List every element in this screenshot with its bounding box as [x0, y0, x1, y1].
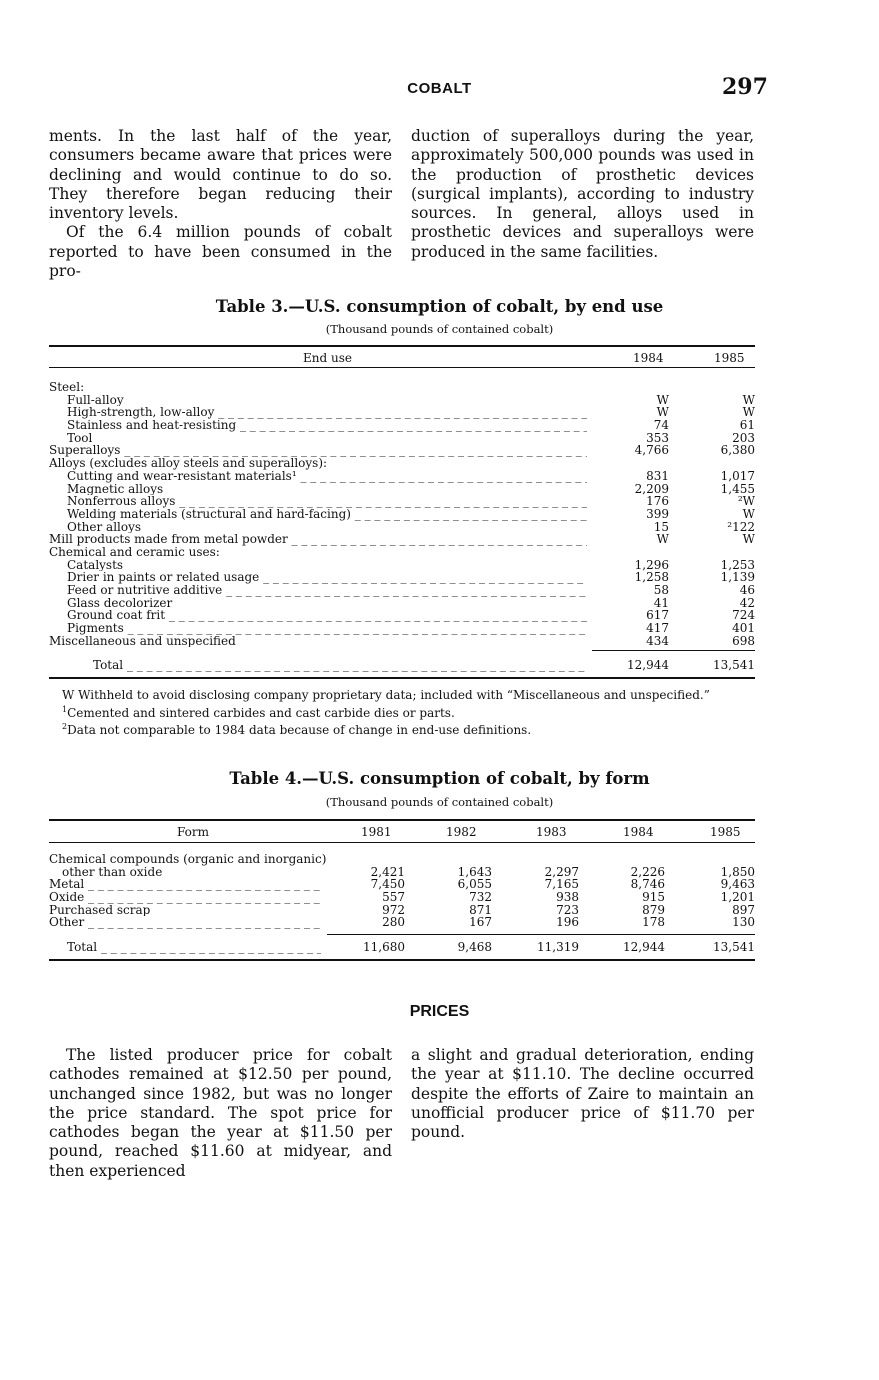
prices-left-column — [49, 1046, 392, 1181]
footnote-1: $^1$Cemented and sintered carbides and cast carbide dies or parts. — [62, 704, 455, 720]
section-heading-prices: PRICES — [409, 1003, 470, 1020]
table-row: Magnetic alloys _ _ _ 2,209 1,455 — [49, 483, 755, 496]
table-row: Chemical compounds (organic and inorganic) — [49, 853, 327, 866]
table4-body — [49, 853, 755, 929]
table-row: Total _ _ _ 12,944 13,541 — [49, 659, 755, 672]
table4-sum-rule — [327, 934, 755, 935]
table-row: High-strength, low-alloy _ _ _ W W — [49, 406, 755, 419]
table-row: Alloys (excludes alloy steels and superalloys): — [49, 457, 328, 470]
table4-header-form: Form — [177, 825, 210, 839]
intro-left-column — [49, 127, 392, 281]
table-row: Steel: — [49, 381, 85, 394]
table-row: Full-alloy _ _ _ W W — [49, 394, 755, 407]
table-row: other than oxide _ _ _ 2,421 1,643 2,297 2,226 1,850 — [49, 866, 755, 879]
table4-header-1983: 1983 — [536, 825, 567, 839]
table3-top-rule — [49, 345, 755, 347]
table4-bottom-rule — [49, 959, 755, 961]
table-row: Superalloys _ _ _ 4,766 6,380 — [49, 444, 755, 457]
table-row: Ground coat frit _ _ _ 617 724 — [49, 609, 755, 622]
table3-bottom-rule — [49, 677, 755, 679]
table3-title: Table 3.—U.S. consumption of cobalt, by end use — [215, 297, 664, 316]
table-row: Cutting and wear-resistant materials¹ _ _ _ 831 1,017 — [49, 470, 755, 483]
table-row: Glass decolorizer _ _ _ 41 42 — [49, 597, 755, 610]
page-number: 297 — [722, 74, 768, 100]
table4-header-1981: 1981 — [361, 825, 392, 839]
table-row: Mill products made from metal powder _ _ _ W W — [49, 533, 755, 546]
table4-title: Table 4.—U.S. consumption of cobalt, by form — [229, 769, 650, 788]
table-row: Purchased scrap _ _ _ 972 871 723 879 897 — [49, 904, 755, 917]
table-row: Feed or nutritive additive _ _ _ 58 46 — [49, 584, 755, 597]
table-row: Metal _ _ _ 7,450 6,055 7,165 8,746 9,463 — [49, 878, 755, 891]
table-row: Catalysts _ _ _ 1,296 1,253 — [49, 559, 755, 572]
table4-header-1982: 1982 — [446, 825, 477, 839]
intro-right-column — [411, 127, 754, 262]
prices-left-paragraph: The listed producer price for cobalt cathodes remained at $12.50 per pound, unchanged since 1982, but was no longer the price standard. The spot price for cathodes began the year at $11.50 per pound, reached $11.60 at midyear, and then experienced — [49, 1046, 392, 1180]
table3-body — [49, 381, 755, 647]
table3-header-1985: 1985 — [714, 351, 745, 365]
table-row: Pigments _ _ _ 417 401 — [49, 622, 755, 635]
footnote-2: $^2$Data not comparable to 1984 data because of change in end-use definitions. — [62, 722, 532, 737]
table-row: Chemical and ceramic uses: — [49, 545, 220, 559]
running-title: COBALT — [407, 80, 472, 97]
table-row: Other alloys _ _ _ 15 ²122 — [49, 521, 755, 534]
table-row: Total _ _ _ 11,680 9,468 11,319 12,944 13,541 — [49, 941, 755, 954]
table4-total — [49, 941, 755, 954]
table3-subtitle: (Thousand pounds of contained cobalt) — [325, 322, 554, 336]
intro-right-paragraph: duction of superalloys during the year, approximately 500,000 pounds was used in the production of prosthetic devices (surgical implants), according to industry sources. In general, alloys used in prosthetic devices and superalloys were produced in the same facilities. — [411, 127, 754, 261]
table-row: Miscellaneous and unspecified _ _ _ 434 698 — [49, 635, 755, 648]
prices-right-paragraph: a slight and gradual deterioration, ending the year at $11.10. The decline occurred despite the efforts of Zaire to maintain an unofficial producer price of $11.70 per pound. — [411, 1046, 754, 1142]
table-row: Other _ _ _ 280 167 196 178 130 — [49, 916, 755, 929]
intro-left-paragraph-2: Of the 6.4 million pounds of cobalt reported to have been consumed in the pro- — [49, 223, 392, 281]
table4-subtitle: (Thousand pounds of contained cobalt) — [325, 795, 554, 809]
table-row: Oxide _ _ _ 557 732 938 915 1,201 — [49, 891, 755, 904]
table3-header-rule — [49, 367, 755, 368]
table4-header-1985: 1985 — [710, 825, 741, 839]
table-row: Drier in paints or related usage _ _ _ 1,258 1,139 — [49, 571, 755, 584]
table3-sum-rule — [592, 650, 755, 651]
footnote-w: W Withheld to avoid disclosing company proprietary data; included with “Miscellaneous and unspecified.” — [62, 688, 710, 702]
prices-right-column — [411, 1046, 754, 1142]
table-row: Stainless and heat-resisting _ _ _ 74 61 — [49, 419, 755, 432]
intro-left-paragraph-1: ments. In the last half of the year, consumers became aware that prices were declining and would continue to do so. They therefore began reducing their inventory levels. — [49, 127, 392, 223]
table3-header-1984: 1984 — [633, 351, 664, 365]
table3-total — [49, 659, 755, 672]
table4-header-1984: 1984 — [623, 825, 654, 839]
table-row: Tool _ _ _ 353 203 — [49, 432, 755, 445]
table4-header-rule — [49, 842, 755, 843]
table3-header-end-use: End use — [303, 351, 352, 365]
table4-top-rule — [49, 819, 755, 821]
table3-footnotes — [62, 688, 710, 738]
table-row: Nonferrous alloys _ _ _ 176 ²W — [49, 495, 755, 508]
table-row: Welding materials (structural and hard-facing) _ _ _ 399 W — [49, 508, 755, 521]
